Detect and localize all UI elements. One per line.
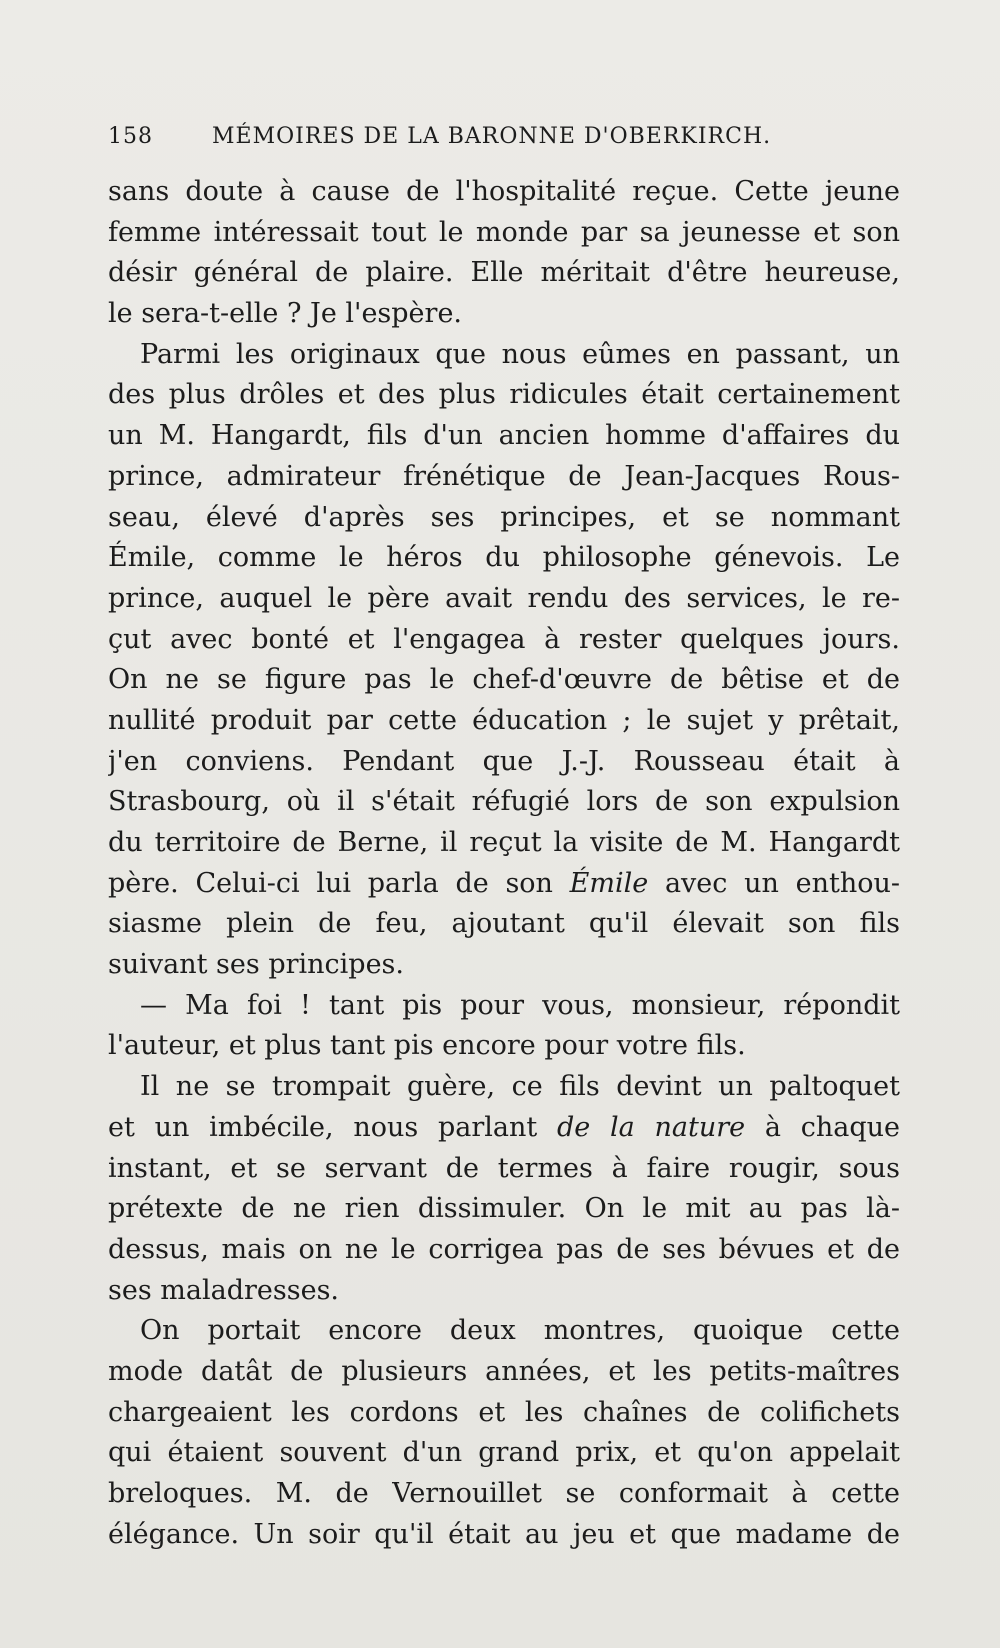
text-line: Émile, comme le héros du philosophe génevois. Le <box>108 542 900 574</box>
text-line: instant, et se servant de termes à faire rougir, sous <box>108 1152 900 1184</box>
text-line: mode datât de plusieurs années, et les petits-maîtres <box>108 1355 900 1387</box>
text-line <box>108 1108 900 1149</box>
running-header <box>108 124 908 158</box>
text-line: dessus, mais on ne le corrigea pas de ses bévues et de <box>108 1233 900 1265</box>
italic-title: Émile <box>569 867 649 899</box>
text-line: suivant ses principes. <box>108 949 404 981</box>
text-line: nullité produit par cette éducation ; le sujet y prêtait, <box>108 704 900 736</box>
text-line: sans doute à cause de l'hospitalité reçue. Cette jeune <box>108 176 900 207</box>
text-line: un M. Hangardt, fils d'un ancien homme d'affaires du <box>108 420 900 452</box>
text-line: seau, élevé d'après ses principes, et se nommant <box>108 501 900 533</box>
text-line: prétexte de ne rien dissimuler. On le mit au pas là- <box>108 1193 900 1225</box>
text-line: prince, admirateur frénétique de Jean-Jacques Rous- <box>108 460 900 492</box>
text-line: prince, auquel le père avait rendu des services, le re- <box>108 582 900 614</box>
text-fragment: avec un enthou- <box>648 867 900 899</box>
text-line: On portait encore deux montres, quoique cette <box>140 1315 900 1347</box>
text-line: Strasbourg, où il s'était réfugié lors de son expulsion <box>108 786 900 818</box>
text-fragment: à chaque <box>745 1111 900 1143</box>
text-line: Parmi les originaux que nous eûmes en passant, un <box>140 338 900 370</box>
text-line <box>108 864 900 905</box>
text-line: du territoire de Berne, il reçut la visite de M. Hangardt <box>108 827 900 858</box>
text-line: j'en conviens. Pendant que J.-J. Rousseau était à <box>108 745 900 777</box>
text-line: femme intéressait tout le monde par sa jeunesse et son <box>108 216 900 248</box>
page-body <box>108 172 900 1555</box>
text-line: breloques. M. de Vernouillet se conformait à cette <box>108 1478 900 1509</box>
text-line: ses maladresses. <box>108 1274 340 1306</box>
text-line: le sera-t-elle ? Je l'espère. <box>108 298 463 330</box>
text-line: l'auteur, et plus tant pis encore pour votre fils. <box>108 1030 746 1062</box>
text-fragment: et un imbécile, nous parlant <box>108 1111 557 1143</box>
text-fragment: père. Celui-ci lui parla de son <box>108 867 570 899</box>
text-line: désir général de plaire. Elle méritait d'être heureuse, <box>108 257 900 289</box>
text-line: On ne se figure pas le chef-d'œuvre de bêtise et de <box>108 664 900 696</box>
running-title: MÉMOIRES DE LA BARONNE D'OBERKIRCH. <box>212 124 772 149</box>
text-line: — Ma foi ! tant pis pour vous, monsieur, répondit <box>140 989 900 1021</box>
text-line: élégance. Un soir qu'il était au jeu et que madame de <box>108 1518 900 1550</box>
page-number: 158 <box>108 124 153 149</box>
text-line: çut avec bonté et l'engagea à rester quelques jours. <box>108 623 900 655</box>
text-line: qui étaient souvent d'un grand prix, et qu'on appelait <box>108 1437 900 1469</box>
italic-phrase: de la nature <box>557 1111 746 1143</box>
text-line: Il ne se trompait guère, ce fils devint un paltoquet <box>140 1071 900 1103</box>
text-line: chargeaient les cordons et les chaînes de colifichets <box>108 1396 900 1428</box>
text-line: des plus drôles et des plus ridicules était certainement <box>108 379 900 411</box>
text-line: siasme plein de feu, ajoutant qu'il élevait son fils <box>108 908 900 940</box>
